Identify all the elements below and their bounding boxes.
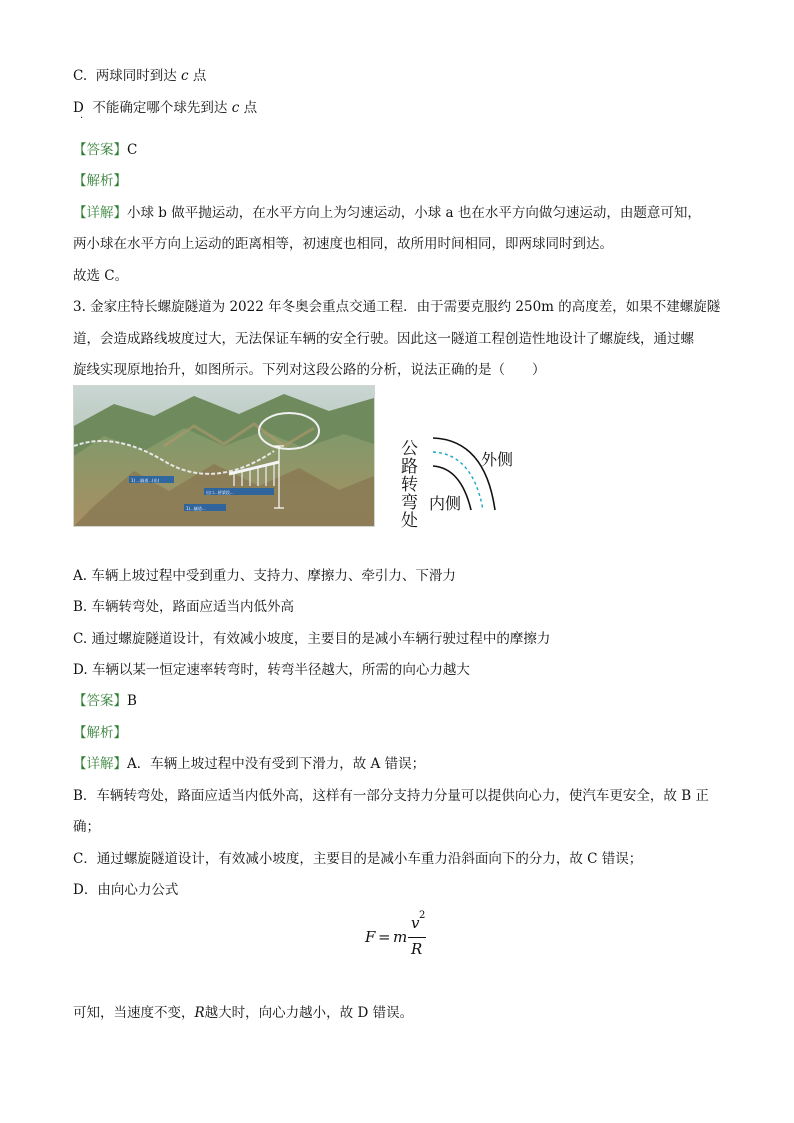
- spiral-tunnel-photo: [73, 385, 375, 527]
- detail-q2-conclusion: 故选 C。: [73, 268, 129, 284]
- question-3-line1: 3. 金家庄特长螺旋隧道为 2022 年冬奥会重点交通工程．由于需要克服约 250m 的高度差，如果不建螺旋隧: [73, 299, 721, 315]
- detail-q3-b2: 确；: [73, 819, 100, 835]
- analysis-label-q2: 【解析】: [73, 173, 127, 189]
- vertical-label: 公 路 转 弯 处: [401, 439, 418, 531]
- option-c-q3: C. 通过螺旋隧道设计，有效减小坡度，主要目的是减小车辆行驶过程中的摩擦力: [73, 631, 551, 647]
- question-3-line2: 道，会造成路线坡度过大，无法保证车辆的安全行驶。因此这一隧道工程创造性地设计了螺旋线，通过螺: [73, 331, 694, 347]
- centripetal-force-formula: F = m v 2 R: [365, 910, 426, 958]
- option-d-q3: D. 车辆以某一恒定速率转弯时，转弯半径越大，所需的向心力越大: [73, 662, 470, 678]
- detail-q3-a: 【详解】A．车辆上坡过程中没有受到下滑力，故 A 错误；: [73, 756, 426, 772]
- option-d-q2: D 不能确定哪个球先到达 c 点: [73, 100, 258, 116]
- road-turn-diagram: [395, 430, 525, 531]
- outer-side-label: 外侧: [481, 450, 514, 469]
- detail-q3-c: C．通过螺旋隧道设计，有效减小坡度，主要目的是减小车重力沿斜面向下的分力，故 C 错误；: [73, 851, 643, 867]
- detail-q3-b1: B．车辆转弯处，路面应适当内低外高，这样有一部分支持力分量可以提供向心力，使汽车更安全，故 B 正: [73, 788, 709, 804]
- landscape-illustration: [74, 386, 374, 526]
- answer-q3: 【答案】B: [73, 693, 137, 709]
- option-b-q3: B. 车辆转弯处，路面应适当内低外高: [73, 599, 295, 615]
- photo-label-2: 出口...桥梁段...: [206, 490, 234, 495]
- analysis-label-q3: 【解析】: [73, 725, 127, 741]
- question-3-line3: 旋线实现原地抬升，如图所示。下列对这段公路的分析，说法正确的是（ ）: [73, 362, 546, 378]
- detail-q2-line1: 【详解】小球 b 做平抛运动，在水平方向上为匀速运动，小球 a 也在水平方向做匀速运动，由题意可知，: [73, 205, 701, 221]
- option-a-q3: A. 车辆上坡过程中受到重力、支持力、摩擦力、牵引力、下滑力: [73, 568, 456, 584]
- detail-q2-line2: 两小球在水平方向上运动的距离相等，初速度也相同，故所用时间相同，即两球同时到达。: [73, 236, 613, 252]
- photo-label-1: 1) ...隧道...(出): [131, 478, 160, 483]
- option-c-q2: C. 两球同时到达 c 点: [73, 68, 207, 84]
- detail-q3-tail: 可知，当速度不变，R越大时，向心力越小，故 D 错误。: [73, 1005, 414, 1021]
- photo-label-3: 1)...隧道...: [186, 506, 206, 511]
- detail-q3-d: D．由向心力公式: [73, 882, 179, 898]
- fraction-bar: [408, 937, 426, 938]
- answer-q2: 【答案】C: [73, 142, 138, 158]
- stray-dot: ·: [80, 113, 84, 124]
- inner-side-label: 内侧: [429, 494, 462, 513]
